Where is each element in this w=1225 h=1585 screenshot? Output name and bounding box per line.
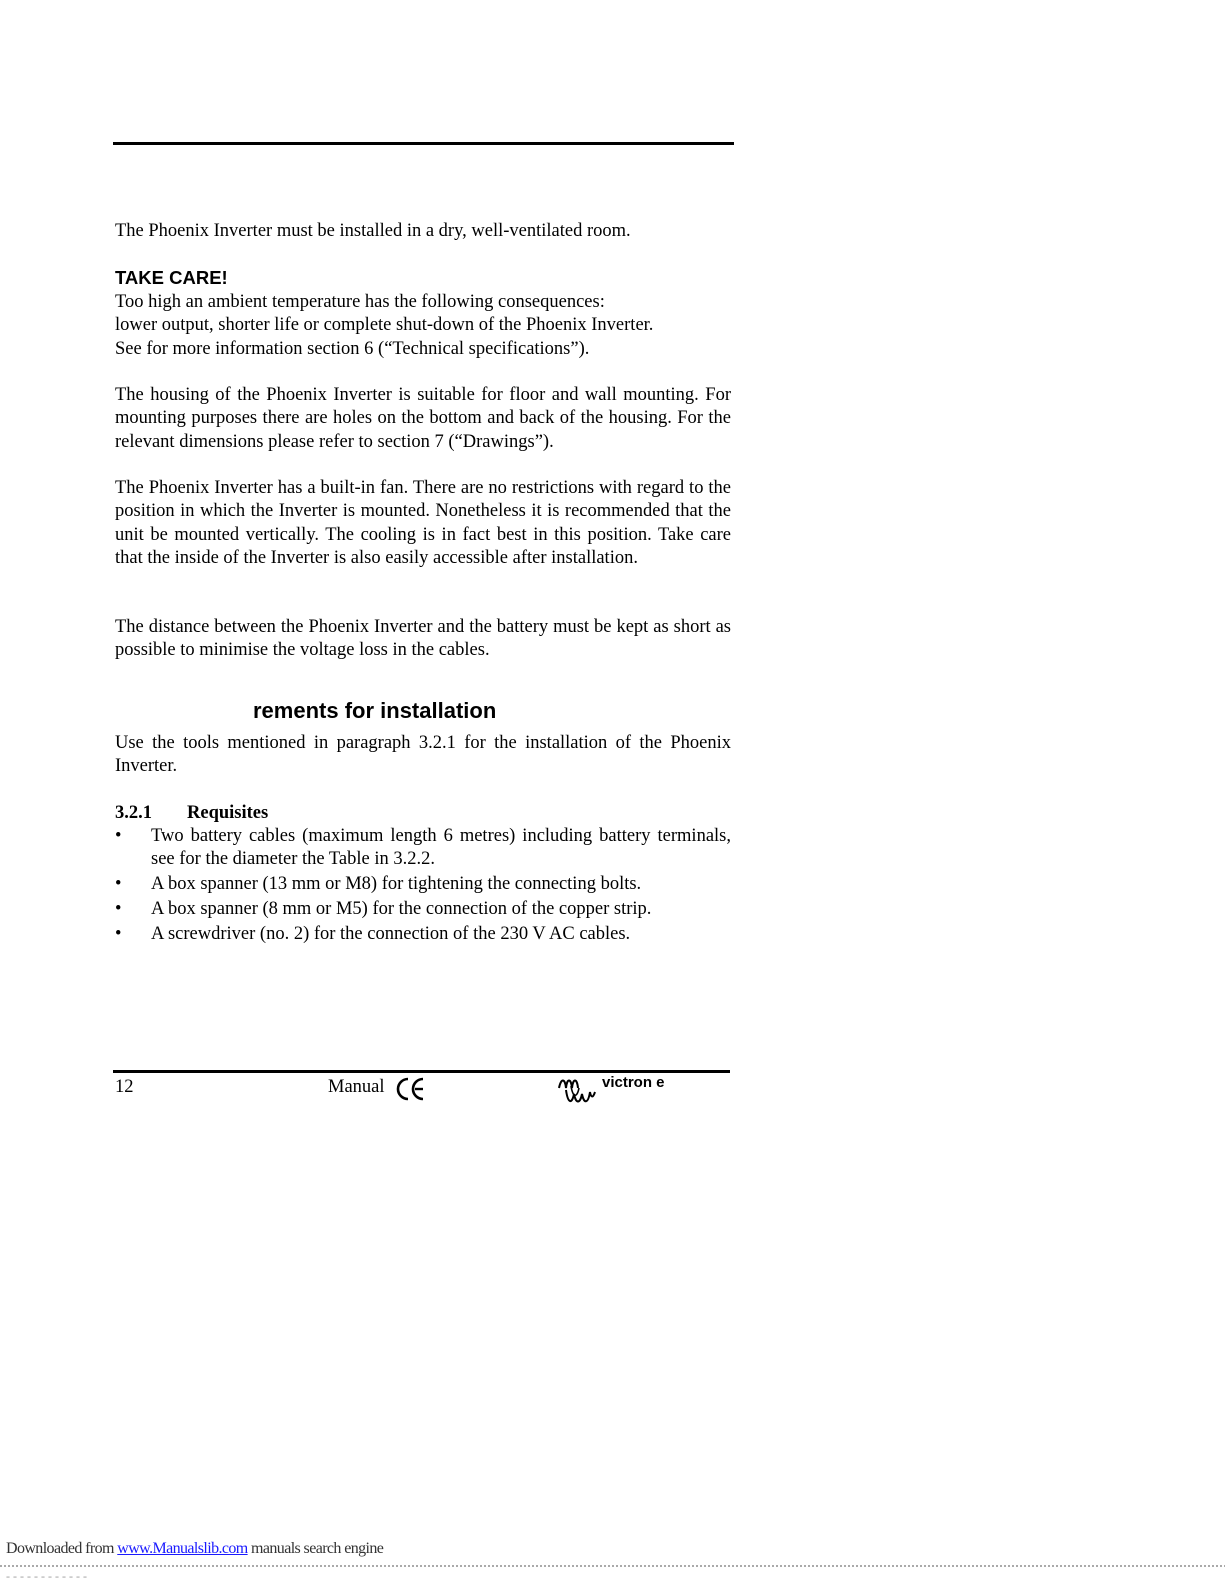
victron-logo-icon bbox=[557, 1076, 597, 1106]
section-text: Use the tools mentioned in paragraph 3.2.1 for the installation of the Phoenix Inverter. bbox=[115, 733, 731, 777]
list-item-text: Two battery cables (maximum length 6 metres) including battery terminals, see for the diameter the Table in 3.2.2. bbox=[151, 826, 731, 870]
manualslib-link[interactable]: www.Manualslib.com bbox=[117, 1540, 248, 1557]
subsection-title: Requisites bbox=[187, 803, 269, 823]
fan-paragraph: The Phoenix Inverter has a built-in fan. There are no restrictions with regard to the position in which the Inverter is mounted. Nonetheless it is recommended that the unit be mounted vertically. The cooling is in fact best in this position. Take care that the inside of the Inverter is also easily accessible after installation. bbox=[115, 478, 731, 568]
cut-line-divider bbox=[0, 1564, 1225, 1585]
warning-title: TAKE CARE! bbox=[115, 267, 228, 288]
warning-line: lower output, shorter life or complete shut-down of the Phoenix Inverter. bbox=[115, 315, 654, 336]
bullet-icon: • bbox=[115, 898, 122, 919]
ce-mark-icon bbox=[396, 1076, 426, 1102]
brand-name: victron e bbox=[602, 1074, 665, 1091]
footer-rule bbox=[113, 1070, 730, 1073]
list-item bbox=[115, 898, 731, 921]
warning-text bbox=[115, 291, 731, 361]
mounting-paragraph: The housing of the Phoenix Inverter is suitable for floor and wall mounting. For mounting purposes there are holes on the bottom and back of the housing. For the relevant dimensions please refer to section 7 (“Drawings”). bbox=[115, 385, 731, 452]
download-prefix: Downloaded from bbox=[6, 1540, 118, 1557]
bullet-icon: • bbox=[115, 923, 122, 944]
bullet-icon: • bbox=[115, 874, 122, 895]
warning-line: Too high an ambient temperature has the following consequences: bbox=[115, 292, 605, 312]
download-suffix: manuals search engine bbox=[247, 1540, 384, 1557]
list-item bbox=[115, 923, 731, 946]
svg-text:- - - - - - - - - - - -: - - - - - - - - - - - - bbox=[6, 1569, 87, 1583]
subsection-heading bbox=[115, 803, 268, 824]
list-item-text: A screwdriver (no. 2) for the connection of the 230 V AC cables. bbox=[151, 923, 631, 944]
bullet-icon: • bbox=[115, 826, 122, 846]
requisites-list bbox=[115, 825, 731, 947]
intro-paragraph: The Phoenix Inverter must be installed in a dry, well-ventilated room. bbox=[115, 221, 631, 241]
battery-distance-paragraph: The distance between the Phoenix Inverter and the battery must be kept as short as possible to minimise the voltage loss in the cables. bbox=[115, 617, 731, 661]
section-heading: rements for installation bbox=[253, 698, 497, 723]
manual-label: Manual bbox=[328, 1077, 385, 1097]
list-item bbox=[115, 873, 731, 896]
subsection-number: 3.2.1 bbox=[115, 803, 152, 823]
header-rule bbox=[113, 142, 734, 145]
page-number: 12 bbox=[115, 1077, 134, 1097]
list-item-text: A box spanner (8 mm or M5) for the connection of the copper strip. bbox=[151, 898, 652, 919]
list-item-text: A box spanner (13 mm or M8) for tightening the connecting bolts. bbox=[151, 874, 642, 895]
list-item bbox=[115, 825, 731, 872]
download-attribution bbox=[6, 1540, 383, 1558]
warning-line: See for more information section 6 (“Technical specifications”). bbox=[115, 338, 590, 359]
